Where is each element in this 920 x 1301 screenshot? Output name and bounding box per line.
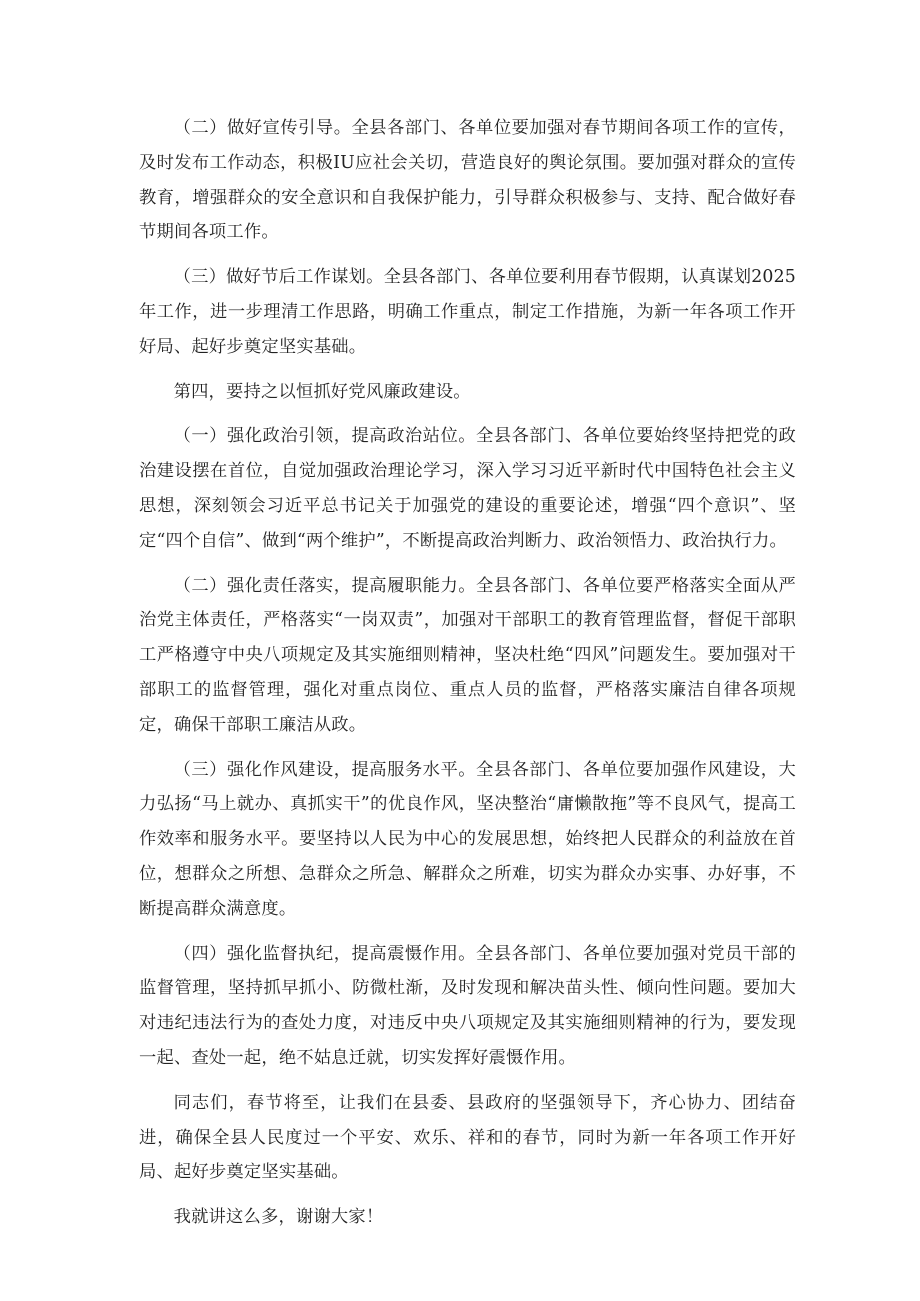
document-body [139,111,796,1235]
paragraph-section-four-heading: 第四，要持之以恒抓好党风廉政建设。 [173,381,471,402]
paragraph-publicity: （二）做好宣传引导。全县各部门、各单位要加强对春节期间各项工作的宣传，及时发布工作动态，积极IU应社会关切，营造良好的舆论氛围。要加强对群众的宣传教育，增强群众的安全意识和自我保护能力，引导群众积极参与、支持、配合做好春节期间各项工作。 [139,118,796,243]
paragraph-political-guidance: （一）强化政治引领，提高政治站位。全县各部门、各单位要始终坚持把党的政治建设摆在首位，自觉加强政治理论学习，深入学习习近平新时代中国特色社会主义思想，深刻领会习近平总书记关于加强党的建设的重要论述，增强“四个意识”、坚定“四个自信”、做到“两个维护”，不断提高政治判断力、政治领悟力、政治执行力。 [139,426,796,551]
paragraph-thanks: 我就讲这么多，谢谢大家！ [173,1207,384,1228]
paragraph-closing: 同志们，春节将至，让我们在县委、县政府的坚强领导下，齐心协力、团结奋进，确保全县人民度过一个平安、欢乐、祥和的春节，同时为新一年各项工作开好局、起好步奠定坚实基础。 [139,1092,796,1183]
paragraph-supervision: （四）强化监督执纪，提高震慑作用。全县各部门、各单位要加强对党员干部的监督管理，坚持抓早抓小、防微杜渐，及时发现和解决苗头性、倾向性问题。要加大对违纪违法行为的查处力度，对违反中央八项规定及其实施细则精神的行为，要发现一起、查处一起，绝不姑息迁就，切实发挥好震慑作用。 [139,943,796,1068]
paragraph-work-style: （三）强化作风建设，提高服务水平。全县各部门、各单位要加强作风建设，大力弘扬“马上就办、真抓实干”的优良作风，坚决整治“庸懒散拖”等不良风气，提高工作效率和服务水平。要坚持以人民为中心的发展思想，始终把人民群众的利益放在首位，想群众之所想、急群众之所急、解群众之所难，切实为群众办实事、办好事，不断提高群众满意度。 [139,759,796,919]
paragraph-post-holiday-planning: （三）做好节后工作谋划。全县各部门、各单位要利用春节假期，认真谋划2025年工作，进一步理清工作思路，明确工作重点，制定工作措施，为新一年各项工作开好局、起好步奠定坚实基础。 [139,267,796,357]
paragraph-responsibility: （二）强化责任落实，提高履职能力。全县各部门、各单位要严格落实全面从严治党主体责任，严格落实“一岗双责”，加强对干部职工的教育管理监督，督促干部职工严格遵守中央八项规定及其实施细则精神，坚决杜绝“四风”问题发生。要加强对干部职工的监督管理，强化对重点岗位、重点人员的监督，严格落实廉洁自律各项规定，确保干部职工廉洁从政。 [139,575,796,735]
